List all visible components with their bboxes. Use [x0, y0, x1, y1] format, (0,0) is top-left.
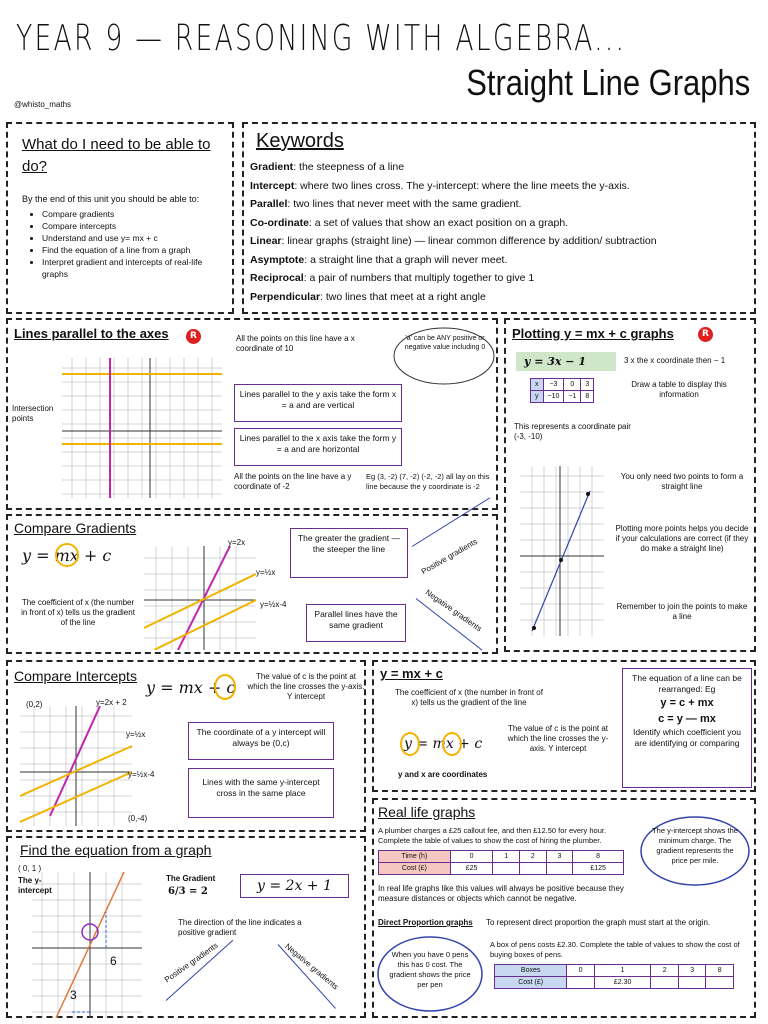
table-note: Draw a table to display this information	[631, 380, 727, 399]
run-label: 3	[70, 988, 77, 1002]
example-note: Eg (3, -2) (7, -2) (-2, -2) all lay on this line because the y coordinate is -2	[366, 472, 490, 491]
rearrange-box: The equation of a line can be rearranged: Eg y = c + mx c = y — mx Identify which coefficient you are identifying or comparing	[622, 668, 752, 788]
rise-label: 6	[110, 954, 117, 968]
parallel-axes-panel	[6, 318, 498, 510]
objectives-heading: What do I need to be able to do?	[22, 136, 211, 175]
coefficient-note: The coefficient of x (the number in front of x) tells us the gradient of the line	[21, 598, 135, 627]
y-intercept-label: The y-intercept	[18, 876, 52, 895]
revisit-badge: R	[698, 327, 713, 342]
label-2x-plus-2: y=2x + 2	[96, 698, 127, 707]
plumber-problem: A plumber charges a £25 callout fee, and then £12.50 for every hour. Complete the table of values to show the cost of hiring the plumber.	[378, 826, 607, 845]
bubble-note-2: When you have 0 pens this has 0 cost. The gradient shows the price per pen	[389, 950, 471, 989]
note-join-points: Remember to join the points to make a line	[616, 602, 748, 621]
direction-note: The direction of the line indicates a positive gradient	[178, 918, 302, 937]
keyword-row: Parallel: two lines that never meet with the same gradient.	[250, 198, 522, 210]
direct-proportion-note: To represent direct proportion the graph must start at the origin.	[486, 918, 711, 927]
keyword-row: Linear: linear graphs (straight line) — linear common difference by addition/ subtraction	[250, 235, 657, 247]
compare-gradients-panel	[6, 514, 498, 654]
objectives-panel	[6, 122, 234, 314]
plumber-table: Time (h) 0 1 2 3 8 Cost (£) £25 £125	[378, 850, 624, 875]
list-item: • Understand and use y= mx + c	[42, 232, 226, 244]
parallel-axes-heading: Lines parallel to the axes	[14, 326, 169, 341]
intercept-equation: y = mx + c	[146, 678, 236, 697]
gradients-graph	[144, 546, 256, 650]
greater-gradient-box: The greater the gradient — the steeper the line	[290, 528, 408, 578]
plotting-panel	[504, 318, 756, 652]
bubble-note: The y-intercept shows the minimum charge. The gradient represents the price per mile.	[652, 826, 738, 865]
horizontal-form-box: Lines parallel to the x axis take the form y = a and are horizontal	[234, 428, 402, 466]
vertical-form-box: Lines parallel to the y axis take the form x = a and are vertical	[234, 384, 402, 422]
ymxc-c-note: The value of c is the point at which the line crosses the y-axis. Y intercept	[507, 724, 609, 753]
ymxc-coordinates: y and x are coordinates	[398, 770, 488, 779]
plot-equation: y = 3x − 1	[516, 352, 616, 371]
highlight-ellipse	[214, 674, 236, 700]
note-x-coordinate: All the points on this line have a x coordinate of 10	[236, 334, 355, 353]
compare-intercepts-heading: Compare Intercepts	[14, 668, 137, 684]
ymxc-coef-note: The coefficient of x (the number in front of x) tells us the gradient of the line	[395, 688, 543, 707]
intercepts-graph	[20, 706, 132, 826]
highlight-ellipse	[400, 732, 420, 756]
gradient-equation: y = mx + c	[22, 546, 112, 565]
keyword-row: Co-ordinate: a set of values that show an exact position on a graph.	[250, 216, 569, 229]
keyword-row: Asymptote: a straight line that a graph will never meet.	[250, 253, 508, 266]
keyword-row: Intercept: where two lines cross. The y-intercept: where the line meets the y-axis.	[250, 179, 630, 192]
keyword-row: Perpendicular: two lines that meet at a right angle	[250, 290, 486, 303]
coordinate-box: The coordinate of a y intercept will always be (0,c)	[188, 722, 334, 760]
plotting-heading: Plotting y = mx + c graphs	[512, 326, 674, 341]
keywords-panel	[242, 122, 756, 314]
note-two-points: You only need two points to form a straight line	[620, 472, 744, 491]
highlight-ellipse	[442, 732, 462, 756]
parallel-box: Parallel lines have the same gradient	[306, 604, 406, 642]
equation-note: 3 x the x coordinate then − 1	[624, 356, 726, 365]
real-life-heading: Real life graphs	[378, 804, 476, 820]
same-intercept-box: Lines with the same y-intercept cross in the same place	[188, 768, 334, 818]
list-item: • Compare intercepts	[42, 220, 226, 232]
c-note: The value of c is the point at which the line crosses the y-axis. Y intercept	[247, 672, 365, 701]
ymxc-panel	[372, 660, 756, 792]
negative-gradients-label: Negative gradients	[283, 941, 341, 992]
pens-problem: A box of pens costs £2.30. Complete the table of values to show the cost of buying boxes of pens.	[490, 940, 740, 959]
objectives-list	[26, 208, 226, 280]
list-item: • Compare gradients	[42, 208, 226, 220]
positive-gradients-label: Positive gradients	[162, 940, 220, 985]
found-equation: y = 2x + 1	[240, 874, 349, 898]
label-halfx: y=½x	[256, 568, 276, 577]
label-0-minus-4: (0,-4)	[128, 814, 148, 823]
keywords-heading: Keywords	[256, 130, 344, 152]
parallel-axes-graph	[62, 358, 226, 502]
label-y2x: y=2x	[228, 538, 246, 547]
list-item: • Interpret gradient and intercepts of real-life graphs	[42, 256, 226, 280]
positive-gradients-label: Positive gradients	[419, 536, 479, 577]
direct-proportion-heading: Direct Proportion graphs	[378, 918, 473, 927]
ymxc-heading: y = mx + c	[380, 666, 443, 681]
keyword-row: Gradient: the steepness of a line	[250, 161, 405, 173]
highlight-ellipse	[55, 543, 79, 567]
plot-graph	[520, 466, 606, 640]
list-item: • Find the equation of a line from a graph	[42, 244, 226, 256]
negative-gradients-label: Negative gradients	[423, 587, 484, 634]
find-equation-panel	[6, 836, 366, 1018]
revisit-badge: R	[186, 329, 201, 344]
compare-gradients-heading: Compare Gradients	[14, 520, 137, 536]
keyword-row: Reciprocal: a pair of numbers that multiply together to give 1	[250, 272, 535, 284]
compare-intercepts-panel	[6, 660, 366, 832]
label-halfx-4: y=½x-4	[260, 600, 287, 609]
author-handle: @whisto_maths	[14, 100, 72, 109]
gradient-fraction: 6/3 = 2	[168, 886, 208, 897]
find-equation-heading: Find the equation from a graph	[20, 842, 212, 858]
label-0-2: (0,2)	[26, 700, 43, 709]
page-subtitle: Straight Line Graphs	[466, 62, 750, 103]
label-halfx: y=½x	[126, 730, 146, 739]
page-title: YEAR 9 — REASONING WITH ALGEBRA...	[16, 18, 627, 59]
objectives-intro: By the end of this unit you should be able to:	[22, 194, 200, 204]
plot-table: x −3 0 3 y −10 −1 8	[530, 378, 594, 403]
intersection-label: Intersection points	[12, 404, 54, 423]
point-label: ( 0, 1 )	[18, 864, 42, 873]
note-more-points: Plotting more points helps you decide if your calculations are correct (if they do make a straight line)	[615, 524, 749, 553]
ymxc-equation: y = mx + c	[404, 736, 483, 752]
find-equation-graph	[32, 872, 142, 1018]
pair-note: This represents a coordinate pair (-3, -10)	[514, 422, 631, 441]
label-halfx-4: y=½x-4	[128, 770, 155, 779]
note-y-coordinate: All the points on the line have a y coordinate of -2	[234, 472, 352, 491]
positive-values-note: In real life graphs like this values will always be positive because they measure distances or objects which cannot be negative.	[378, 884, 624, 903]
gradient-label: The Gradient	[166, 874, 216, 883]
pens-table: Boxes 0 1 2 3 8 Cost (£) £2.30	[494, 964, 734, 989]
cloud-note: 'a' can be ANY positive or negative value including 0	[404, 335, 486, 351]
real-life-panel	[372, 798, 756, 1018]
